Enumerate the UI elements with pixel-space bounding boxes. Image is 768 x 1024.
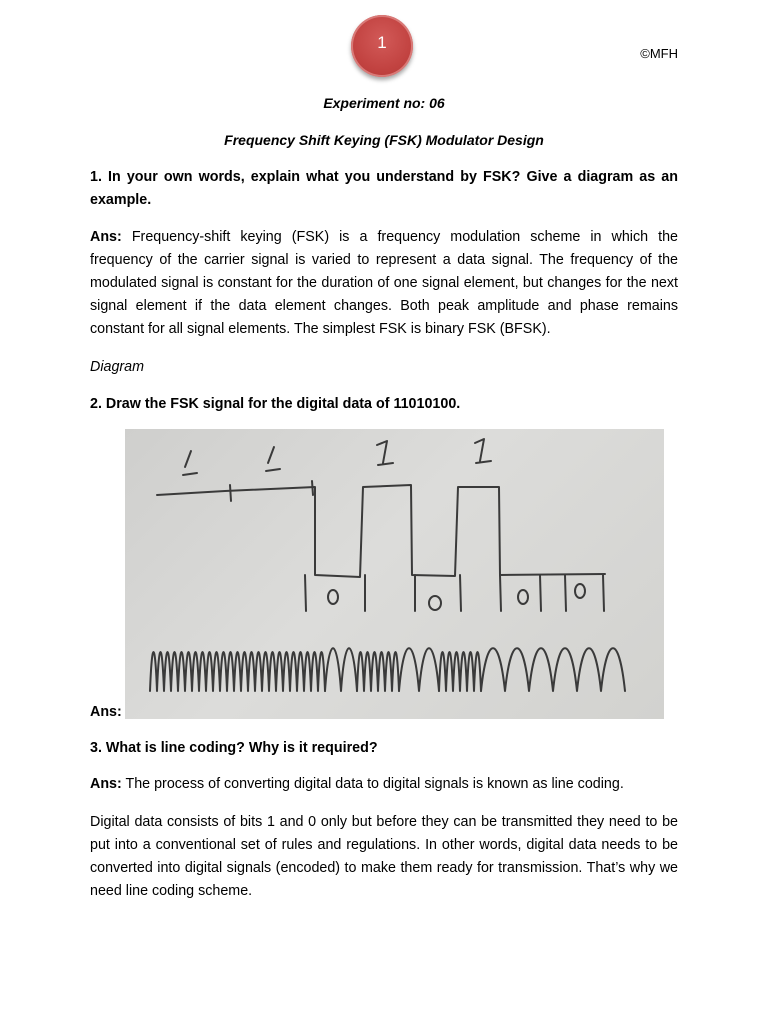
- fsk-carrier-sparse-1: [325, 648, 357, 691]
- question-1: 1. In your own words, explain what you understand by FSK? Give a diagram as an example.: [90, 169, 678, 208]
- answer-3-text: The process of converting digital data to digital signals is known as line coding.: [121, 776, 624, 792]
- handwritten-one-4: [475, 439, 491, 463]
- fsk-sketch-drawing: [125, 429, 664, 719]
- experiment-title: Frequency Shift Keying (FSK) Modulator Design: [224, 132, 544, 148]
- handwritten-one-3: [377, 441, 393, 465]
- question-2: 2. Draw the FSK signal for the digital data of 11010100.: [90, 396, 461, 412]
- answer-3: [90, 773, 678, 796]
- handwritten-one-1: [183, 451, 197, 475]
- answer-2-label: Ans:: [90, 704, 122, 720]
- page-number-badge: [351, 15, 413, 77]
- answer-3-label: Ans:: [90, 776, 122, 792]
- page-number: 1: [377, 33, 387, 52]
- copyright-text: ©MFH: [640, 46, 678, 61]
- fsk-carrier-dense-2: [357, 652, 399, 691]
- handwritten-zero-4: [575, 584, 585, 598]
- handwritten-zero-3: [518, 590, 528, 604]
- diagram-label: Diagram: [90, 359, 145, 375]
- experiment-number: Experiment no: 06: [323, 95, 445, 111]
- fsk-carrier-dense: [150, 652, 325, 691]
- digital-waveform: [157, 485, 605, 577]
- handwritten-zero-2: [429, 596, 441, 610]
- handwritten-one-2: [266, 447, 280, 471]
- fsk-sketch-photo: [125, 429, 664, 719]
- answer-1-label: Ans:: [90, 229, 122, 245]
- answer-1: [90, 226, 678, 341]
- bit-ticks: [230, 481, 604, 611]
- handwritten-zero-1: [328, 590, 338, 604]
- answer-3-paragraph: Digital data consists of bits 1 and 0 only but before they can be transmitted they need to be put into a conventional set of rules and regulations. In other words, digital data needs to be converted into digital signals (encoded) to make them ready for transmission. That’s why we need line coding scheme.: [90, 814, 678, 899]
- fsk-carrier-dense-3: [439, 652, 481, 691]
- fsk-carrier-sparse-2: [399, 648, 439, 691]
- question-3: 3. What is line coding? Why is it required?: [90, 740, 378, 756]
- fsk-carrier-sparse-3: [481, 648, 625, 691]
- answer-1-text: Frequency-shift keying (FSK) is a frequency modulation scheme in which the frequency of the carrier signal is varied to represent a data signal. The frequency of the modulated signal is constant for the duration of one signal element, but changes for the next signal element if the data element changes. Both peak amplitude and phase remains constant for all signal elements. The simplest FSK is binary FSK (BFSK).: [90, 229, 678, 337]
